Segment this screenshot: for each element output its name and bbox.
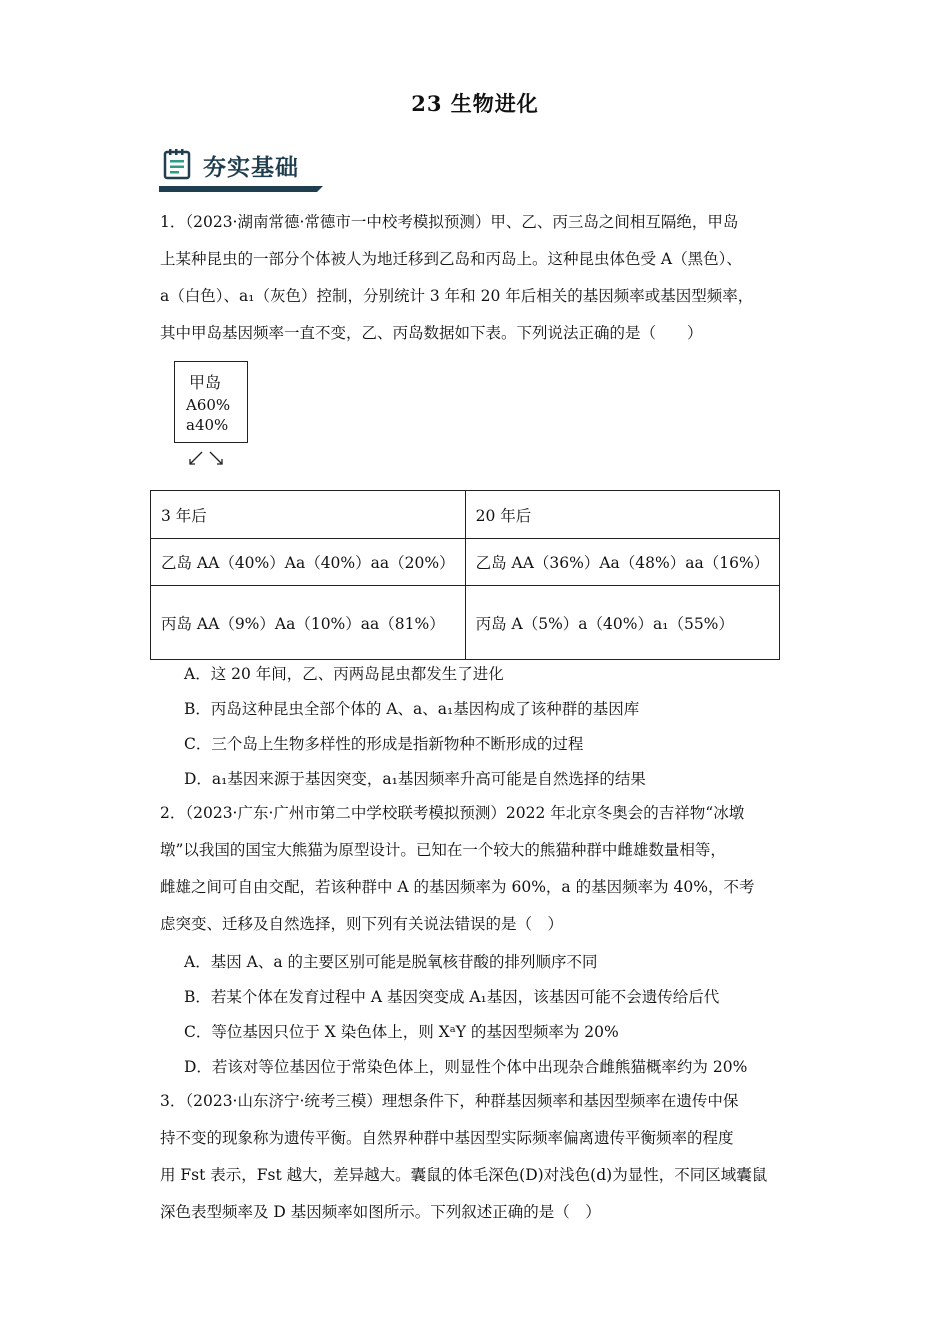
question-line: 墩”以我国的国宝大熊猫为原型设计。已知在一个较大的熊猫种群中雌雄数量相等， — [160, 841, 726, 859]
table-header-cell: 20 年后 — [465, 491, 780, 539]
island-jia-box — [174, 361, 248, 443]
question-line: 上某种昆虫的一部分个体被人为地迁移到乙岛和丙岛上。这种昆虫体色受 A（黑色）、 — [160, 250, 742, 268]
question-1 — [160, 204, 792, 352]
question-line: 持不变的现象称为遗传平衡。自然界种群中基因型实际频率偏离遗传平衡频率的程度 — [160, 1129, 734, 1147]
q1-option-c[interactable]: C．三个岛上生物多样性的形成是指新物种不断形成的过程 — [184, 735, 584, 753]
table-row — [151, 539, 780, 586]
question-line: 3．（2023·山东济宁·统考三模）理想条件下，种群基因频率和基因型频率在遗传中保 — [160, 1092, 739, 1110]
section-header — [159, 146, 324, 196]
island-freq-a-lower: a40% — [186, 416, 229, 434]
q2-option-c[interactable]: C．等位基因只位于 X 染色体上，则 XᵃY 的基因型频率为 20% — [184, 1023, 619, 1041]
question-line: a（白色）、a₁（灰色）控制，分别统计 3 年和 20 年后相关的基因频率或基因型频率， — [160, 287, 754, 305]
table-cell: 丙岛 A（5%）a（40%）a₁（55%） — [465, 586, 780, 660]
q1-option-a[interactable]: A．这 20 年间，乙、丙两岛昆虫都发生了进化 — [184, 665, 504, 683]
question-line: 深色表型频率及 D 基因频率如图所示。下列叙述正确的是（ ） — [160, 1203, 601, 1221]
table-header-row — [151, 491, 780, 539]
section-underline-tip — [317, 186, 323, 192]
table-cell: 乙岛 AA（36%）Aa（48%）aa（16%） — [465, 539, 780, 586]
split-arrows-icon — [186, 450, 230, 470]
table-header-cell: 3 年后 — [151, 491, 466, 539]
island-data-table — [150, 490, 780, 660]
section-underline — [159, 186, 317, 192]
island-name: 甲岛 — [189, 373, 222, 392]
notepad-icon — [163, 148, 193, 180]
table-cell: 乙岛 AA（40%）Aa（40%）aa（20%） — [151, 539, 466, 586]
table-cell: 丙岛 AA（9%）Aa（10%）aa（81%） — [151, 586, 466, 660]
question-line: 用 Fst 表示，Fst 越大，差异越大。囊鼠的体毛深色(D)对浅色(d)为显性，不同区域囊鼠 — [160, 1166, 768, 1184]
question-line: 2．（2023·广东·广州市第二中学校联考模拟预测）2022 年北京冬奥会的吉祥物“冰墩 — [160, 804, 745, 822]
q2-option-d[interactable]: D．若该对等位基因位于常染色体上，则显性个体中出现杂合雌熊猫概率约为 20% — [184, 1058, 748, 1076]
q1-option-b[interactable]: B．丙岛这种昆虫全部个体的 A、a、a₁基因构成了该种群的基因库 — [184, 700, 640, 718]
page-title: 23 生物进化 — [411, 91, 539, 116]
question-line: 虑突变、迁移及自然选择，则下列有关说法错误的是（ ） — [160, 915, 564, 933]
question-line: 其中甲岛基因频率一直不变，乙、丙岛数据如下表。下列说法正确的是（ ） — [160, 324, 703, 342]
q2-option-b[interactable]: B．若某个体在发育过程中 A 基因突变成 A₁基因，该基因可能不会遗传给后代 — [184, 988, 720, 1006]
q2-option-a[interactable]: A．基因 A、a 的主要区别可能是脱氧核苷酸的排列顺序不同 — [184, 953, 598, 971]
question-line: 雌雄之间可自由交配，若该种群中 A 的基因频率为 60%，a 的基因频率为 40%，不考 — [160, 878, 755, 896]
question-2 — [160, 795, 792, 943]
question-line: 1．（2023·湖南常德·常德市一中校考模拟预测）甲、乙、丙三岛之间相互隔绝，甲岛 — [160, 213, 739, 231]
q1-option-d[interactable]: D．a₁基因来源于基因突变，a₁基因频率升高可能是自然选择的结果 — [184, 770, 646, 788]
island-freq-a-upper: A60% — [186, 396, 231, 414]
question-3 — [160, 1083, 792, 1231]
table-row — [151, 586, 780, 660]
section-label: 夯实基础 — [203, 155, 299, 181]
